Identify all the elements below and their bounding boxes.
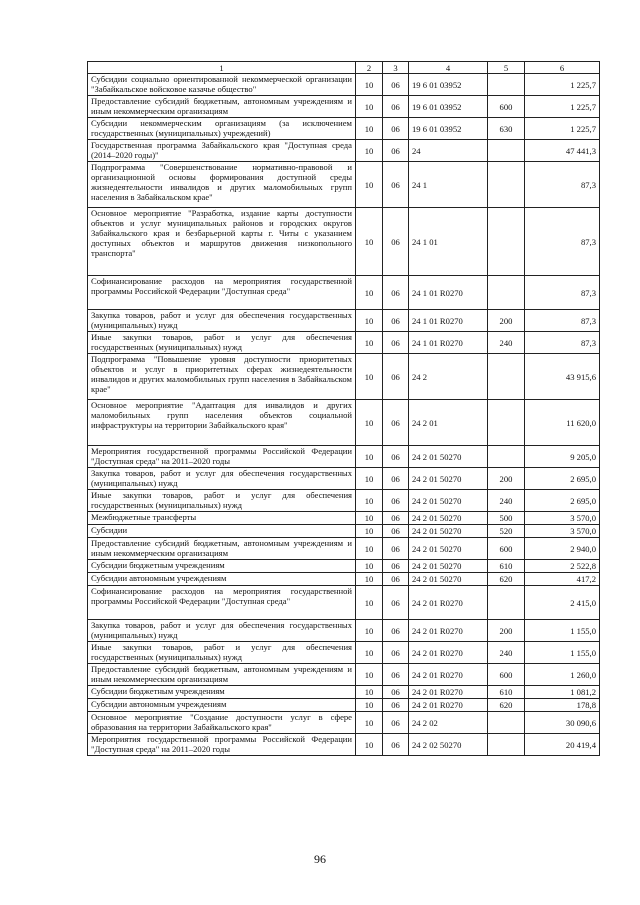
row-amount-cell: 1 155,0 — [525, 642, 600, 664]
table-row — [88, 538, 600, 560]
row-amount-cell: 9 205,0 — [525, 446, 600, 468]
row-target-article-cell: 24 1 — [409, 162, 488, 208]
row-expense-type-cell — [488, 712, 525, 734]
row-expense-type-cell: 500 — [488, 512, 525, 525]
row-expense-type-cell: 600 — [488, 664, 525, 686]
row-amount-cell: 1 225,7 — [525, 96, 600, 118]
row-amount-cell: 87,3 — [525, 208, 600, 276]
table-row — [88, 664, 600, 686]
row-subsection-cell: 06 — [383, 446, 409, 468]
table-row — [88, 642, 600, 664]
table-row — [88, 573, 600, 586]
row-expense-type-cell: 620 — [488, 699, 525, 712]
row-section-cell: 10 — [356, 310, 383, 332]
row-subsection-cell: 06 — [383, 140, 409, 162]
row-target-article-cell: 24 1 01 R0270 — [409, 276, 488, 310]
row-target-article-cell: 24 2 01 R0270 — [409, 642, 488, 664]
row-section-cell: 10 — [356, 586, 383, 620]
row-name-cell: Закупка товаров, работ и услуг для обеспечения государственных (муниципальных) нужд — [88, 468, 356, 490]
row-name-cell: Иные закупки товаров, работ и услуг для обеспечения государственных (муниципальных) нужд — [88, 490, 356, 512]
row-section-cell: 10 — [356, 118, 383, 140]
table-row — [88, 74, 600, 96]
row-name-cell: Иные закупки товаров, работ и услуг для обеспечения государственных (муниципальных) нужд — [88, 642, 356, 664]
row-target-article-cell: 24 1 01 R0270 — [409, 332, 488, 354]
column-header: 5 — [488, 62, 525, 74]
row-expense-type-cell: 610 — [488, 686, 525, 699]
row-name-cell: Субсидии бюджетным учреждениям — [88, 686, 356, 699]
table-row — [88, 118, 600, 140]
row-name-cell: Софинансирование расходов на мероприятия государственной программы Российской Федерации "Доступная среда" — [88, 276, 356, 310]
row-section-cell: 10 — [356, 560, 383, 573]
row-name-cell: Субсидии социально ориентированной некоммерческой организации "Забайкальское войсковое казачье общество" — [88, 74, 356, 96]
row-name-cell: Субсидии автономным учреждениям — [88, 699, 356, 712]
row-subsection-cell: 06 — [383, 276, 409, 310]
row-expense-type-cell: 600 — [488, 96, 525, 118]
table-row — [88, 310, 600, 332]
row-target-article-cell: 24 2 02 — [409, 712, 488, 734]
row-amount-cell: 417,2 — [525, 573, 600, 586]
row-subsection-cell: 06 — [383, 664, 409, 686]
row-subsection-cell: 06 — [383, 354, 409, 400]
row-section-cell: 10 — [356, 446, 383, 468]
row-name-cell: Закупка товаров, работ и услуг для обеспечения государственных (муниципальных) нужд — [88, 620, 356, 642]
row-target-article-cell: 24 2 01 50270 — [409, 468, 488, 490]
row-name-cell: Мероприятия государственной программы Российской Федерации "Доступная среда" на 2011–2020 годы — [88, 446, 356, 468]
row-subsection-cell: 06 — [383, 620, 409, 642]
row-amount-cell: 2 695,0 — [525, 490, 600, 512]
table-row — [88, 490, 600, 512]
row-amount-cell: 20 419,4 — [525, 734, 600, 756]
row-target-article-cell: 24 2 — [409, 354, 488, 400]
row-amount-cell: 87,3 — [525, 162, 600, 208]
row-amount-cell: 47 441,3 — [525, 140, 600, 162]
row-amount-cell: 1 225,7 — [525, 118, 600, 140]
row-amount-cell: 1 225,7 — [525, 74, 600, 96]
row-section-cell: 10 — [356, 734, 383, 756]
row-name-cell: Субсидии некоммерческим организациям (за исключением государственных (муниципальных) учреждений) — [88, 118, 356, 140]
row-target-article-cell: 24 2 01 50270 — [409, 573, 488, 586]
row-expense-type-cell — [488, 586, 525, 620]
table-row — [88, 686, 600, 699]
row-subsection-cell: 06 — [383, 712, 409, 734]
row-amount-cell: 87,3 — [525, 310, 600, 332]
row-expense-type-cell: 630 — [488, 118, 525, 140]
row-subsection-cell: 06 — [383, 96, 409, 118]
row-amount-cell: 87,3 — [525, 276, 600, 310]
row-target-article-cell: 24 2 01 50270 — [409, 490, 488, 512]
row-subsection-cell: 06 — [383, 573, 409, 586]
table-row — [88, 354, 600, 400]
table-body — [88, 74, 600, 756]
row-target-article-cell: 24 2 01 R0270 — [409, 664, 488, 686]
row-section-cell: 10 — [356, 490, 383, 512]
row-subsection-cell: 06 — [383, 525, 409, 538]
row-expense-type-cell — [488, 354, 525, 400]
row-expense-type-cell — [488, 74, 525, 96]
row-section-cell: 10 — [356, 512, 383, 525]
table-row — [88, 140, 600, 162]
row-name-cell: Предоставление субсидий бюджетным, автономным учреждениям и иным некоммерческим организациям — [88, 96, 356, 118]
row-expense-type-cell: 600 — [488, 538, 525, 560]
row-name-cell: Основное мероприятие "Создание доступности услуг в сфере образования на территории Забайкальского края" — [88, 712, 356, 734]
row-target-article-cell: 19 6 01 03952 — [409, 74, 488, 96]
row-subsection-cell: 06 — [383, 586, 409, 620]
row-target-article-cell: 24 2 01 50270 — [409, 512, 488, 525]
row-name-cell: Закупка товаров, работ и услуг для обеспечения государственных (муниципальных) нужд — [88, 310, 356, 332]
row-subsection-cell: 06 — [383, 642, 409, 664]
row-section-cell: 10 — [356, 400, 383, 446]
row-section-cell: 10 — [356, 468, 383, 490]
row-target-article-cell: 19 6 01 03952 — [409, 118, 488, 140]
row-target-article-cell: 24 2 01 R0270 — [409, 686, 488, 699]
table-row — [88, 446, 600, 468]
row-subsection-cell: 06 — [383, 118, 409, 140]
row-subsection-cell: 06 — [383, 560, 409, 573]
row-name-cell: Основное мероприятие "Разработка, издание карты доступности объектов и услуг муниципальных районов и городских округов Забайкальского края и безбарьерной карты г. Читы с указанием доступных объектов и маршрутов движения низкопольного транспорта" — [88, 208, 356, 276]
row-expense-type-cell: 200 — [488, 468, 525, 490]
row-amount-cell: 1 260,0 — [525, 664, 600, 686]
table-row — [88, 96, 600, 118]
row-expense-type-cell — [488, 208, 525, 276]
row-amount-cell: 87,3 — [525, 332, 600, 354]
row-target-article-cell: 24 2 01 R0270 — [409, 699, 488, 712]
row-name-cell: Предоставление субсидий бюджетным, автономным учреждениям и иным некоммерческим организациям — [88, 664, 356, 686]
column-header: 3 — [383, 62, 409, 74]
table-row — [88, 512, 600, 525]
row-amount-cell: 1 081,2 — [525, 686, 600, 699]
row-expense-type-cell: 620 — [488, 573, 525, 586]
row-section-cell: 10 — [356, 620, 383, 642]
row-name-cell: Субсидии бюджетным учреждениям — [88, 560, 356, 573]
row-section-cell: 10 — [356, 140, 383, 162]
row-target-article-cell: 24 2 01 R0270 — [409, 620, 488, 642]
row-name-cell: Межбюджетные трансферты — [88, 512, 356, 525]
row-subsection-cell: 06 — [383, 699, 409, 712]
table-row — [88, 400, 600, 446]
column-header: 1 — [88, 62, 356, 74]
row-amount-cell: 30 090,6 — [525, 712, 600, 734]
row-expense-type-cell — [488, 734, 525, 756]
row-subsection-cell: 06 — [383, 400, 409, 446]
row-amount-cell: 2 940,0 — [525, 538, 600, 560]
row-subsection-cell: 06 — [383, 468, 409, 490]
table-row — [88, 699, 600, 712]
table-row — [88, 560, 600, 573]
row-section-cell: 10 — [356, 74, 383, 96]
row-target-article-cell: 24 2 01 50270 — [409, 446, 488, 468]
row-section-cell: 10 — [356, 642, 383, 664]
row-name-cell: Софинансирование расходов на мероприятия государственной программы Российской Федерации "Доступная среда" — [88, 586, 356, 620]
row-section-cell: 10 — [356, 699, 383, 712]
row-name-cell: Иные закупки товаров, работ и услуг для обеспечения государственных (муниципальных) нужд — [88, 332, 356, 354]
row-expense-type-cell: 200 — [488, 310, 525, 332]
table-row — [88, 208, 600, 276]
row-target-article-cell: 24 2 01 R0270 — [409, 586, 488, 620]
row-target-article-cell: 24 2 01 50270 — [409, 538, 488, 560]
row-name-cell: Мероприятия государственной программы Российской Федерации "Доступная среда" на 2011–2020 годы — [88, 734, 356, 756]
row-expense-type-cell: 240 — [488, 642, 525, 664]
row-amount-cell: 178,8 — [525, 699, 600, 712]
row-target-article-cell: 24 2 02 50270 — [409, 734, 488, 756]
row-target-article-cell: 24 2 01 — [409, 400, 488, 446]
row-section-cell: 10 — [356, 525, 383, 538]
table-row — [88, 525, 600, 538]
column-header: 6 — [525, 62, 600, 74]
row-subsection-cell: 06 — [383, 490, 409, 512]
row-amount-cell: 2 522,8 — [525, 560, 600, 573]
table-row — [88, 468, 600, 490]
row-expense-type-cell — [488, 162, 525, 208]
row-subsection-cell: 06 — [383, 686, 409, 699]
table-row — [88, 712, 600, 734]
row-section-cell: 10 — [356, 573, 383, 586]
row-amount-cell: 1 155,0 — [525, 620, 600, 642]
row-expense-type-cell — [488, 446, 525, 468]
row-subsection-cell: 06 — [383, 512, 409, 525]
table-row — [88, 162, 600, 208]
budget-table — [87, 61, 600, 756]
row-section-cell: 10 — [356, 686, 383, 699]
row-section-cell: 10 — [356, 538, 383, 560]
row-section-cell: 10 — [356, 712, 383, 734]
row-target-article-cell: 24 2 01 50270 — [409, 525, 488, 538]
row-amount-cell: 2 695,0 — [525, 468, 600, 490]
table-header-row — [88, 62, 600, 74]
row-name-cell: Подпрограмма "Повышение уровня доступности приоритетных объектов и услуг в приоритетных сферах жизнедеятельности инвалидов и других маломобильных групп населения в Забайкальском крае" — [88, 354, 356, 400]
row-amount-cell: 3 570,0 — [525, 512, 600, 525]
row-amount-cell: 2 415,0 — [525, 586, 600, 620]
column-header: 4 — [409, 62, 488, 74]
row-expense-type-cell: 240 — [488, 490, 525, 512]
row-section-cell: 10 — [356, 162, 383, 208]
row-section-cell: 10 — [356, 276, 383, 310]
row-name-cell: Субсидии автономным учреждениям — [88, 573, 356, 586]
row-subsection-cell: 06 — [383, 332, 409, 354]
row-subsection-cell: 06 — [383, 74, 409, 96]
row-name-cell: Субсидии — [88, 525, 356, 538]
row-name-cell: Основное мероприятие "Адаптация для инвалидов и других маломобильных групп населения объектов социальной инфраструктуры на территории Забайкальского края" — [88, 400, 356, 446]
table-row — [88, 276, 600, 310]
table-row — [88, 332, 600, 354]
table-row — [88, 734, 600, 756]
row-subsection-cell: 06 — [383, 734, 409, 756]
page-number: 96 — [314, 852, 326, 866]
row-target-article-cell: 19 6 01 03952 — [409, 96, 488, 118]
row-subsection-cell: 06 — [383, 208, 409, 276]
row-expense-type-cell — [488, 140, 525, 162]
row-name-cell: Государственная программа Забайкальского края "Доступная среда (2014–2020 годы)" — [88, 140, 356, 162]
table-row — [88, 620, 600, 642]
row-expense-type-cell: 240 — [488, 332, 525, 354]
row-target-article-cell: 24 — [409, 140, 488, 162]
table-row — [88, 586, 600, 620]
row-subsection-cell: 06 — [383, 310, 409, 332]
row-section-cell: 10 — [356, 208, 383, 276]
row-expense-type-cell — [488, 400, 525, 446]
row-name-cell: Подпрограмма "Совершенствование нормативно-правовой и организационной основы формирования доступной среды жизнедеятельности инвалидов и других маломобильных групп населения в Забайкальском крае" — [88, 162, 356, 208]
row-amount-cell: 43 915,6 — [525, 354, 600, 400]
row-subsection-cell: 06 — [383, 538, 409, 560]
row-amount-cell: 3 570,0 — [525, 525, 600, 538]
row-subsection-cell: 06 — [383, 162, 409, 208]
row-name-cell: Предоставление субсидий бюджетным, автономным учреждениям и иным некоммерческим организациям — [88, 538, 356, 560]
row-expense-type-cell: 520 — [488, 525, 525, 538]
row-section-cell: 10 — [356, 96, 383, 118]
row-target-article-cell: 24 1 01 — [409, 208, 488, 276]
row-target-article-cell: 24 1 01 R0270 — [409, 310, 488, 332]
row-target-article-cell: 24 2 01 50270 — [409, 560, 488, 573]
row-section-cell: 10 — [356, 332, 383, 354]
row-amount-cell: 11 620,0 — [525, 400, 600, 446]
row-section-cell: 10 — [356, 354, 383, 400]
row-expense-type-cell — [488, 276, 525, 310]
row-expense-type-cell: 610 — [488, 560, 525, 573]
row-expense-type-cell: 200 — [488, 620, 525, 642]
row-section-cell: 10 — [356, 664, 383, 686]
column-header: 2 — [356, 62, 383, 74]
